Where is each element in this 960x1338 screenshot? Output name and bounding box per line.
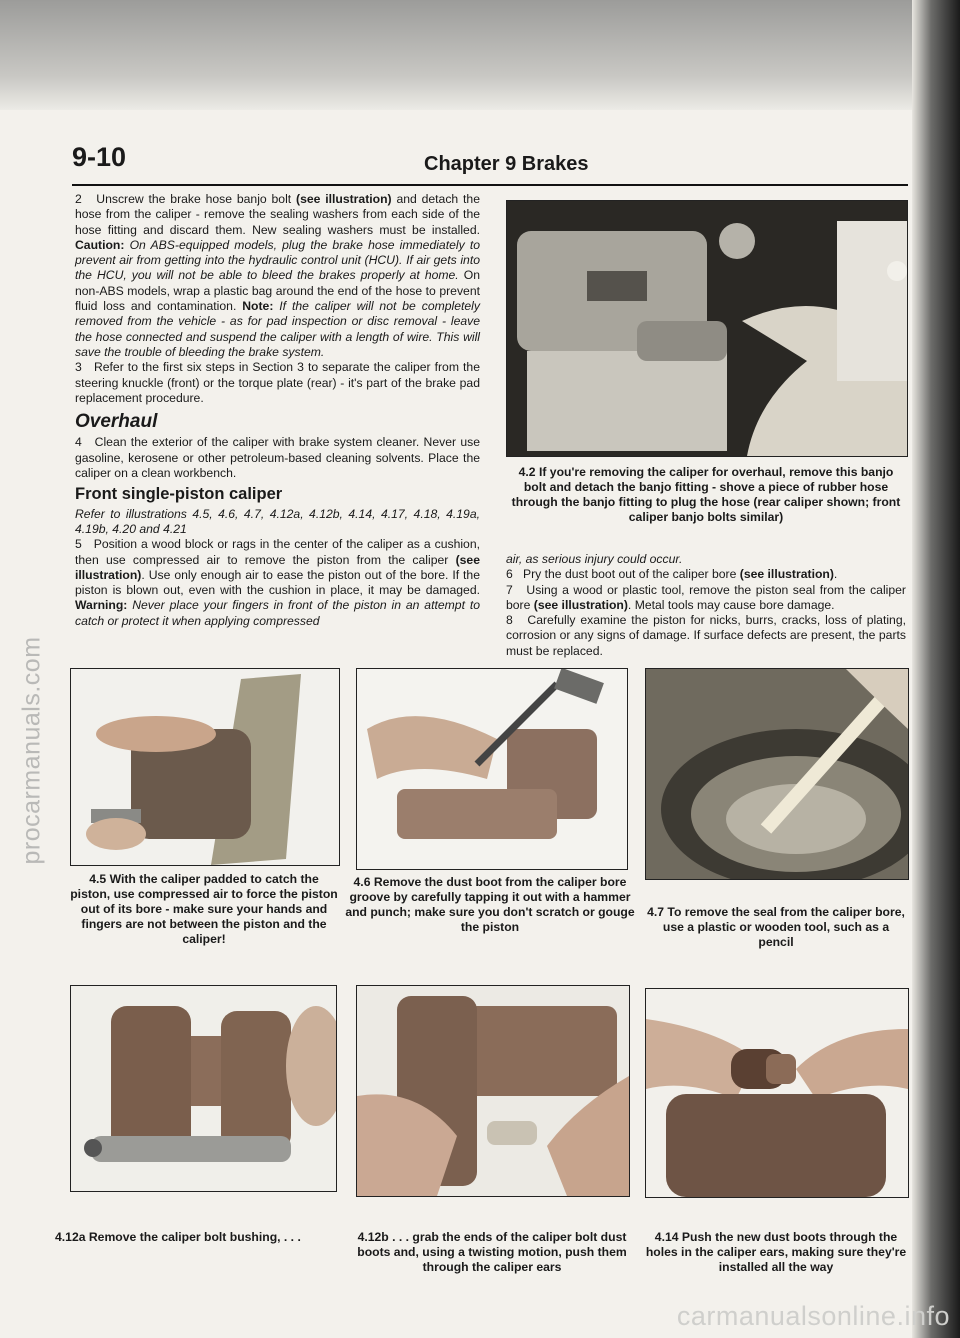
right-text-column	[506, 552, 906, 659]
photo-4-2	[506, 200, 908, 457]
scan-top-shadow	[0, 0, 960, 110]
caption-4-12b: 4.12b . . . grab the ends of the caliper bolt dust boots and, using a twisting motion, push them through the caliper ears	[357, 1230, 627, 1274]
paragraph-5: 5 Position a wood block or rags in the center of the caliper as a cushion, then use compressed air to remove the piston from the caliper (see illustration). Use only enough air to ease the piston out of the bore. If the piston is blown out, even with the cushion in place, it may be damaged. Warning: Never place your fingers in front of the piston in an attempt to catch or protect it when applying compressed	[75, 537, 480, 628]
chapter-title: Chapter 9 Brakes	[424, 153, 589, 175]
caption-4-5: 4.5 With the caliper padded to catch the piston, use compressed air to force the piston out of its bore - make sure your hands and fingers are not between the piston and the caliper!	[70, 872, 338, 946]
photo-4-12a	[70, 985, 337, 1192]
caption-4-2: 4.2 If you're removing the caliper for overhaul, remove this banjo bolt and detach the banjo fitting - shove a piece of rubber hose through the banjo fitting to plug the hose (rear caliper shown; front caliper banjo bolts similar)	[511, 465, 901, 524]
watermark-bottom: carmanualsonline.info	[676, 1301, 950, 1331]
scan-right-shadow	[912, 0, 960, 1338]
continued-text: air, as serious injury could occur.	[506, 552, 683, 566]
caption-4-7: 4.7 To remove the seal from the caliper bore, use a plastic or wooden tool, such as a pencil	[647, 905, 905, 949]
watermark-left: procarmanuals.com	[17, 636, 46, 865]
caption-4-14: 4.14 Push the new dust boots through the holes in the caliper ears, making sure they're installed all the way	[645, 1230, 907, 1274]
caption-4-6: 4.6 Remove the dust boot from the caliper bore groove by carefully tapping it out with a hammer and punch; make sure you don't scratch or gouge the piston	[345, 875, 635, 934]
photo-4-6	[356, 668, 628, 870]
paragraph-7: 7 Using a wood or plastic tool, remove the piston seal from the caliper bore (see illustration). Metal tools may cause bore damage.	[506, 582, 906, 612]
compressed-air-photo	[71, 669, 339, 865]
seal-removal-photo	[646, 669, 908, 879]
photo-4-5	[70, 668, 340, 866]
bushing-removal-photo	[71, 986, 336, 1191]
new-dust-boot-photo	[646, 989, 908, 1197]
paragraph-2: 2 Unscrew the brake hose banjo bolt (see illustration) and detach the hose from the caliper - remove the sealing washers from each side of the hose fitting and discard them. New sealing washers must be installed. Caution: On ABS-equipped models, plug the brake hose immediately to prevent air from getting into the hydraulic control unit (HCU). If air gets into the HCU, you will not be able to bleed the brakes properly at home. On non-ABS models, wrap a plastic bag around the end of the hose to prevent fluid loss and contamination. Note: If the caliper will not be completely removed from the vehicle - as for pad inspection or disc removal - leave the hose connected and suspend the caliper with a length of wire. This will save the trouble of bleeding the brake system.	[75, 192, 480, 359]
paragraph-4: 4 Clean the exterior of the caliper with brake system cleaner. Never use gasoline, kerosene or other petroleum-based cleaning solvents. Place the caliper on a clean workbench.	[75, 435, 480, 481]
paragraph-6: 6 Pry the dust boot out of the caliper bore (see illustration).	[506, 567, 838, 582]
page-number: 9-10	[72, 142, 127, 172]
photo-4-12b	[356, 985, 630, 1197]
overhaul-heading: Overhaul	[75, 411, 158, 433]
paragraph-3: 3 Refer to the first six steps in Section 3 to separate the caliper from the steering knuckle (front) or the torque plate (rear) - it's part of the brake pad replacement procedure.	[75, 360, 480, 405]
left-text-column	[75, 192, 480, 629]
caliper-banjo-photo	[507, 201, 907, 456]
photo-4-7	[645, 668, 909, 880]
paragraph-8: 8 Carefully examine the piston for nicks, burrs, cracks, loss of plating, corrosion or any signs of damage. If surface defects are present, the parts must be replaced.	[506, 613, 906, 658]
photo-4-14	[645, 988, 909, 1198]
dust-boot-twist-photo	[357, 986, 629, 1196]
page-header	[72, 138, 908, 186]
dust-boot-photo	[357, 669, 627, 869]
front-caliper-heading: Front single-piston caliper	[75, 485, 283, 504]
caption-4-12a: 4.12a Remove the caliper bolt bushing, . . .	[55, 1230, 301, 1244]
illustration-reference: Refer to illustrations 4.5, 4.6, 4.7, 4.12a, 4.12b, 4.14, 4.17, 4.18, 4.19a, 4.19b, 4.20 and 4.21	[75, 506, 480, 536]
